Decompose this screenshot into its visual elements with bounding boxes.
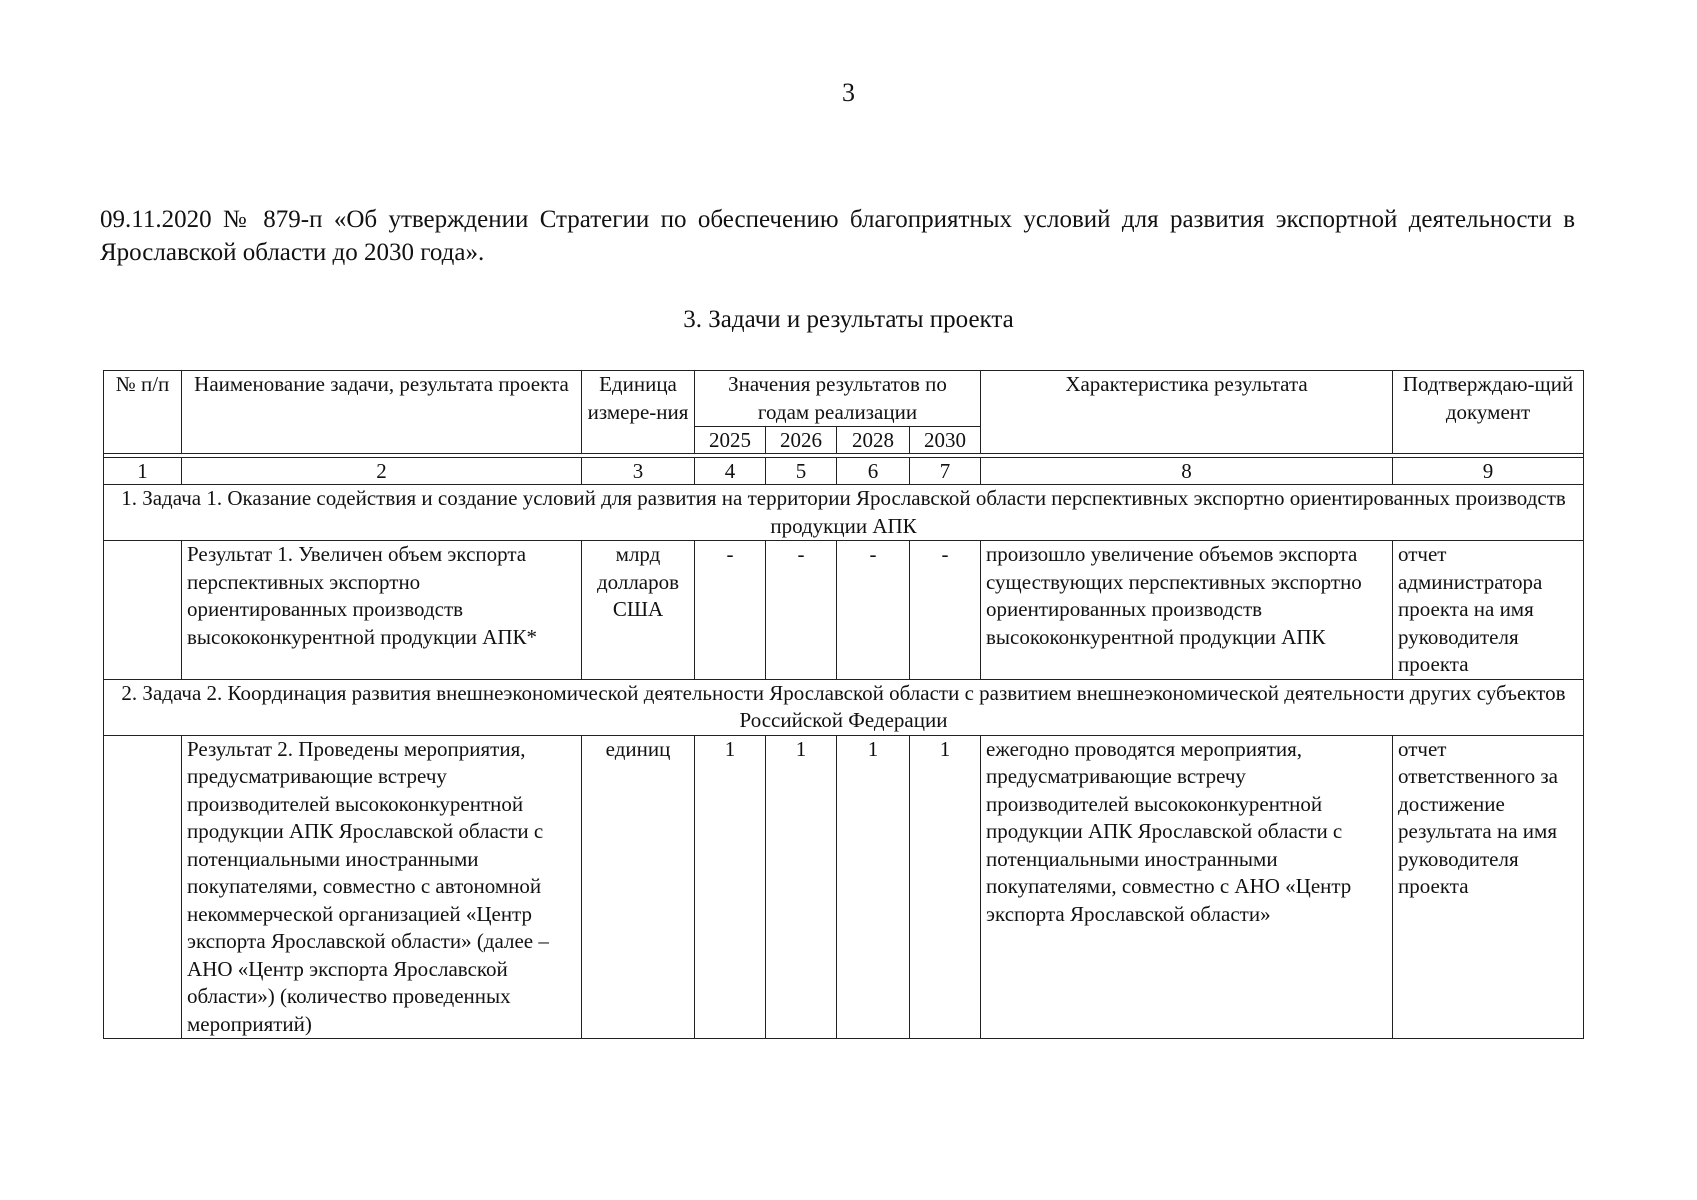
header-year: 2030 [910, 427, 981, 454]
column-number: 2 [182, 458, 582, 485]
result-2-name: Результат 2. Проведены мероприятия, предусматривающие встречу производителей высококонкурентной продукции АПК Ярославской области с потенциальными иностранными покупателями, совместно с автономной некоммерческой организацией «Центр экспорта Ярославской области» (далее – АНО «Центр экспорта Ярославской области») (количество проведенных мероприятий) [182, 735, 582, 1039]
result-2-document: отчет ответственного за достижение результата на имя руководителя проекта [1393, 735, 1584, 1039]
result-1-value-2026: - [766, 541, 837, 680]
result-1-name: Результат 1. Увеличен объем экспорта перспективных экспортно ориентированных производств высококонкурентной продукции АПК* [182, 541, 582, 680]
header-values-group: Значения результатов по годам реализации [695, 371, 981, 427]
result-1-value-2030: - [910, 541, 981, 680]
task-1-title: 1. Задача 1. Оказание содействия и создание условий для развития на территории Ярославской области перспективных экспортно ориентированных производств продукции АПК [104, 485, 1584, 541]
column-number: 9 [1393, 458, 1584, 485]
result-1-value-2028: - [837, 541, 910, 680]
result-2-value-2026: 1 [766, 735, 837, 1039]
result-2-value-2025: 1 [695, 735, 766, 1039]
result-2-unit: единиц [582, 735, 695, 1039]
header-name: Наименование задачи, результата проекта [182, 371, 582, 454]
task-2-row [104, 679, 1584, 735]
header-year: 2025 [695, 427, 766, 454]
result-2-row [104, 735, 1584, 1039]
result-1-value-2025: - [695, 541, 766, 680]
result-2-value-2028: 1 [837, 735, 910, 1039]
result-1-unit: млрд долларов США [582, 541, 695, 680]
column-number: 8 [981, 458, 1393, 485]
header-characteristic: Характеристика результата [981, 371, 1393, 454]
column-number: 5 [766, 458, 837, 485]
column-number: 3 [582, 458, 695, 485]
result-1-row [104, 541, 1584, 680]
header-year: 2026 [766, 427, 837, 454]
result-1-num [104, 541, 182, 680]
task-2-title: 2. Задача 2. Координация развития внешнеэкономической деятельности Ярославской области с развитием внешнеэкономической деятельности других субъектов Российской Федерации [104, 679, 1584, 735]
page-number: 3 [842, 78, 855, 107]
result-1-characteristic: произошло увеличение объемов экспорта существующих перспективных экспортно ориентированных производств высококонкурентной продукции АПК [981, 541, 1393, 680]
column-number: 1 [104, 458, 182, 485]
header-unit: Единица измере-ния [582, 371, 695, 454]
column-number: 7 [910, 458, 981, 485]
column-number: 6 [837, 458, 910, 485]
header-document: Подтверждаю-щий документ [1393, 371, 1584, 454]
column-number-row [104, 458, 1584, 485]
header-num: № п/п [104, 371, 182, 454]
result-1-document: отчет администратора проекта на имя руководителя проекта [1393, 541, 1584, 680]
task-1-row [104, 485, 1584, 541]
header-year: 2028 [837, 427, 910, 454]
column-number: 4 [695, 458, 766, 485]
result-2-characteristic: ежегодно проводятся мероприятия, предусматривающие встречу производителей высококонкурентной продукции АПК Ярославской области с потенциальными иностранными покупателями, совместно с АНО «Центр экспорта Ярославской области» [981, 735, 1393, 1039]
section-title: 3. Задачи и результаты проекта [683, 306, 1014, 333]
result-2-value-2030: 1 [910, 735, 981, 1039]
intro-paragraph: 09.11.2020 № 879-п «Об утверждении Стратегии по обеспечению благоприятных условий для развития экспортной деятельности в Ярославской области до 2030 года». [100, 206, 1575, 266]
result-2-num [104, 735, 182, 1039]
header-row [104, 371, 1584, 427]
results-table [103, 370, 1584, 1039]
